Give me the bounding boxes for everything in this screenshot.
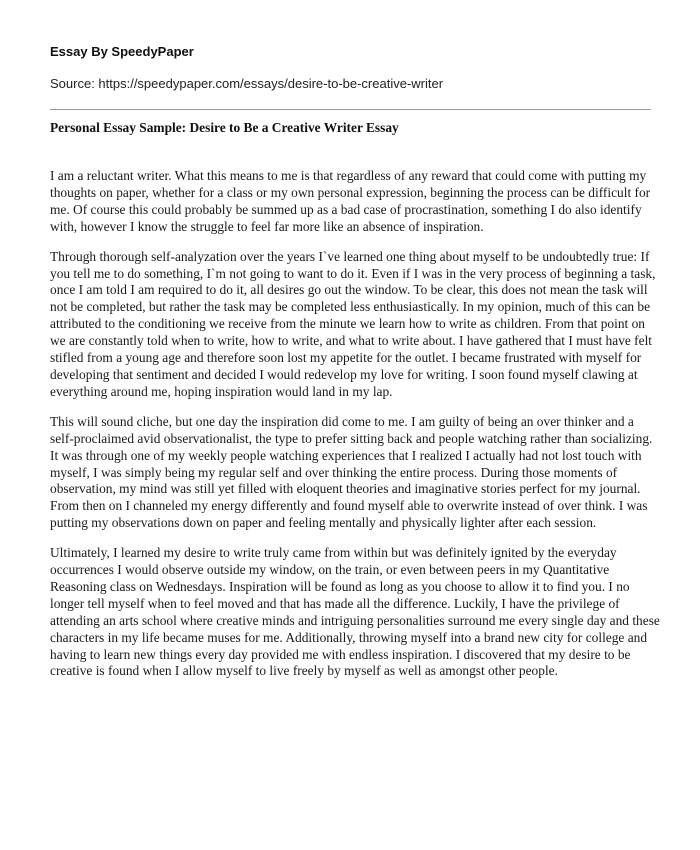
essay-paragraph-2: Through thorough self-analyzation over the years I`ve learned one thing about myself to be undoubtedly true: If you tell me to do something, I`m not going to want to do it. Even if I was in the very process of beginning a task, once I am told I am required to do it, all desires go out the window. To be clear, this does not mean the task will not be completed, but rather the task may be completed less enthusiastically. In my opinion, much of this can be attributed to the conditioning we receive from the minute we learn how to write as children. From that point on we are constantly told when to write, how to write, and what to write about. I have gathered that I must have felt stifled from a young age and therefore soon lost my appetite for the outlet. I became frustrated with myself for developing that sentiment and decided I would redevelop my love for writing. I soon found myself clawing at everything around me, hoping inspiration would land in my lap. bbox=[50, 248, 656, 399]
source-link[interactable]: Source: https://speedypaper.com/essays/desire-to-be-creative-writer bbox=[50, 76, 444, 91]
divider bbox=[50, 109, 651, 110]
document-header-title: Essay By SpeedyPaper bbox=[50, 44, 194, 59]
essay-paragraph-4: Ultimately, I learned my desire to write truly came from within but was definitely ignited by the everyday occurrences I would observe outside my window, on the train, or even between peers in my Quantitative Reasoning class on Wednesdays. Inspiration will be found as long as you choose to allow it to find you. I no longer tell myself when to feel moved and that has made all the difference. Luckily, I have the privilege of attending an arts school where creative minds and intriguing personalities surround me every single day and these characters in my life became muses for me. Additionally, throwing myself into a brand new city for college and having to learn new things every day provided me with endless inspiration. I discovered that my desire to be creative is found when I allow myself to live freely by myself as well as amongst other people. bbox=[50, 545, 660, 679]
essay-title: Personal Essay Sample: Desire to Be a Creative Writer Essay bbox=[50, 120, 399, 135]
essay-paragraph-3: This will sound cliche, but one day the inspiration did come to me. I am guilty of being an over thinker and a self-proclaimed avid observationalist, the type to prefer sitting back and people watching rather than socializing. It was through one of my weekly people watching experiences that I realized I actually had not lost touch with myself, I was simply being my regular self and over thinking the entire process. During those moments of observation, my mind was still yet filled with eloquent theories and imaginative stories perfect for my journal. From then on I channeled my energy differently and found myself able to overwrite instead of over think. I was putting my observations down on paper and feeling mentally and physically lighter after each session. bbox=[50, 413, 653, 531]
essay-paragraph-1: I am a reluctant writer. What this means to me is that regardless of any reward that could come with putting my thoughts on paper, whether for a class or my own personal expression, beginning the process can be difficult for me. Of course this could probably be summed up as a bad case of procrastination, something I do also identify with, however I know the struggle to feel far more like an absence of inspiration. bbox=[50, 168, 651, 234]
essay-body bbox=[50, 168, 660, 693]
